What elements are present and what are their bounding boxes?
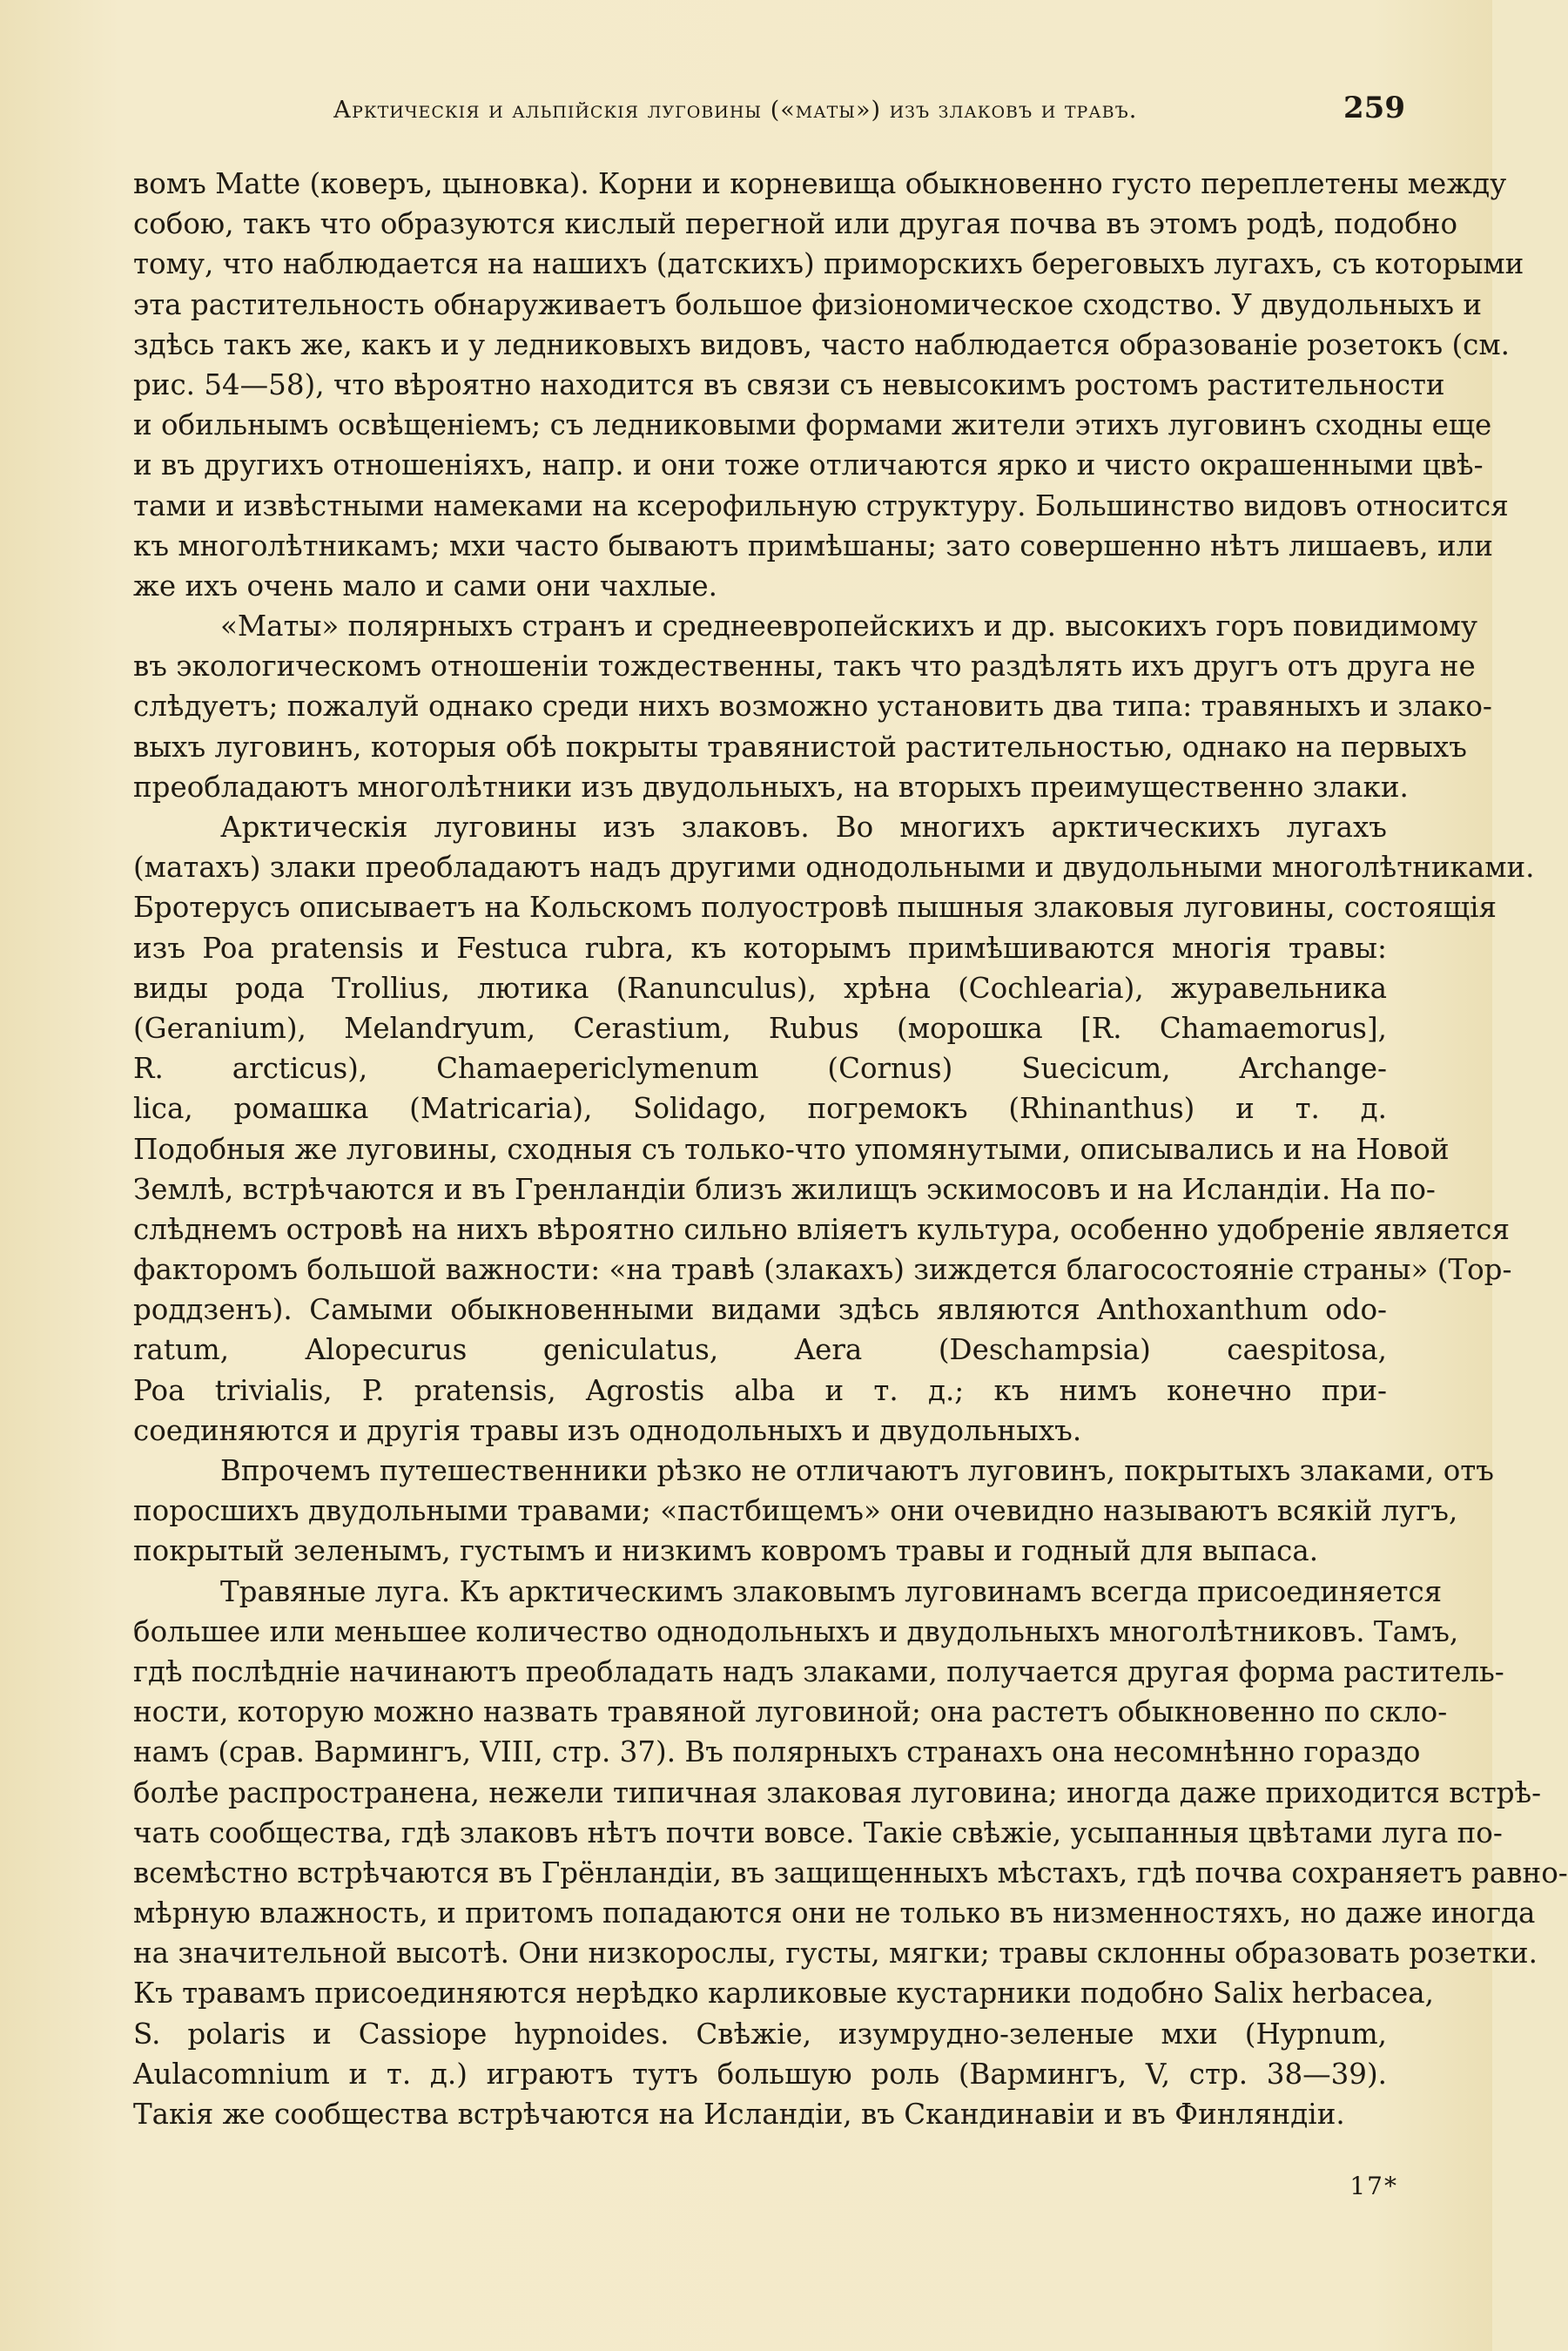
text-line: рис. 54—58), что вѣроятно находится въ связи съ невысокимъ ростомъ растительности — [133, 367, 1445, 401]
page-number: 259 — [1343, 91, 1405, 125]
text-line: (Geranium), Melandryum, Cerastium, Rubus (морошка [R. Chamaemorus], — [133, 1011, 1387, 1045]
text-line: Травяные луга. Къ арктическимъ злаковымъ луговинамъ всегда присоединяется — [220, 1574, 1443, 1608]
text-line: къ многолѣтникамъ; мхи часто бываютъ примѣшаны; зато совершенно нѣтъ лишаевъ, или — [133, 529, 1493, 562]
text-line: Подобныя же луговины, сходныя съ только-что упомянутыми, описывались и на Новой — [133, 1132, 1450, 1166]
text-line: Poa trivialis, P. pratensis, Agrostis alba и т. д.; къ нимъ конечно при- — [133, 1373, 1387, 1407]
text-line: ности, которую можно назвать травяной луговиной; она растетъ обыкновенно по скло- — [133, 1695, 1448, 1729]
text-line: и обильнымъ освѣщеніемъ; съ ледниковыми формами жители этихъ луговинъ сходны еще — [133, 408, 1492, 442]
text-line: здѣсь такъ же, какъ и у ледниковыхъ видовъ, часто наблюдается образованіе розетокъ (см. — [133, 327, 1510, 361]
signature-mark: 17* — [1349, 2172, 1398, 2200]
text-line: тому, что наблюдается на нашихъ (датскихъ) приморскихъ береговыхъ лугахъ, съ которыми — [133, 247, 1524, 281]
text-line: Впрочемъ путешественники рѣзко не отличаютъ луговинъ, покрытыхъ злаками, отъ — [220, 1454, 1494, 1487]
running-title: Арктическія и альпійскія луговины («маты») изъ злаковъ и травъ. — [333, 97, 1138, 124]
text-line: всемѣстно встрѣчаются въ Грёнландіи, въ защищенныхъ мѣстахъ, гдѣ почва сохраняетъ равно- — [133, 1856, 1568, 1890]
text-line: большее или меньшее количество однодольныхъ и двудольныхъ многолѣтниковъ. Тамъ, — [133, 1614, 1459, 1648]
text-line: роддзенъ). Самыми обыкновенными видами здѣсь являются Anthoxanthum odo- — [133, 1293, 1387, 1327]
text-line: эта растительность обнаруживаетъ большое физіономическое сходство. У двудольныхъ и — [133, 287, 1483, 321]
text-line: «Маты» полярныхъ странъ и среднеевропейскихъ и др. высокихъ горъ повидимому — [220, 610, 1478, 643]
text-line: изъ Poa pratensis и Festuca rubra, къ которымъ примѣшиваются многія травы: — [133, 931, 1387, 965]
text-line: Землѣ, встрѣчаются и въ Гренландіи близъ жилищъ эскимосовъ и на Исландіи. На по- — [133, 1172, 1436, 1206]
text-line: чать сообщества, гдѣ злаковъ нѣтъ почти вовсе. Такіе свѣжіе, усыпанныя цвѣтами луга по- — [133, 1815, 1503, 1849]
text-line: ratum, Alopecurus geniculatus, Aera (Deschampsia) caespitosa, — [133, 1333, 1387, 1367]
text-line: собою, такъ что образуются кислый перегной или другая почва въ этомъ родѣ, подобно — [133, 207, 1458, 241]
text-line: поросшихъ двудольными травами; «пастбищемъ» они очевидно называютъ всякій лугъ, — [133, 1494, 1458, 1528]
text-line: преобладаютъ многолѣтники изъ двудольныхъ, на вторыхъ преимущественно злаки. — [133, 770, 1409, 804]
text-line: же ихъ очень мало и сами они чахлые. — [133, 569, 717, 603]
text-line: мѣрную влажность, и притомъ попадаются они не только въ низменностяхъ, но даже иногда — [133, 1896, 1536, 1930]
text-line: факторомъ большой важности: «на травѣ (злакахъ) зиждется благосостояніе страны» (Тор- — [133, 1253, 1512, 1287]
text-line: тами и извѣстными намеками на ксерофильную структуру. Большинство видовъ относится — [133, 488, 1509, 522]
text-line: вомъ Matte (коверъ, цыновка). Корни и корневища обыкновенно густо переплетены между — [133, 167, 1507, 200]
text-line: S. polaris и Cassiope hypnoides. Свѣжіе, изумрудно-зеленые мхи (Hypnum, — [133, 2017, 1387, 2051]
text-line: (матахъ) злаки преобладаютъ надъ другими однодольными и двудольными многолѣтниками. — [133, 851, 1535, 885]
text-line: Aulacomnium и т. д.) играютъ тутъ большую роль (Вармингъ, V, стр. 38—39). — [133, 2057, 1387, 2091]
page-header — [135, 91, 1405, 134]
text-line: соединяются и другія травы изъ однодольныхъ и двудольныхъ. — [133, 1413, 1082, 1447]
text-line: гдѣ послѣдніе начинаютъ преобладать надъ злаками, получается другая форма раститель- — [133, 1654, 1504, 1688]
text-line: болѣе распространена, нежели типичная злаковая луговина; иногда даже приходится встрѣ- — [133, 1775, 1542, 1809]
text-line: выхъ луговинъ, которыя обѣ покрыты травянистой растительностью, однако на первыхъ — [133, 730, 1467, 764]
text-line: lica, ромашка (Matricaria), Solidago, погремокъ (Rhinanthus) и т. д. — [133, 1092, 1387, 1126]
text-line: виды рода Trollius, лютика (Ranunculus), хрѣна (Cochlearia), журавельника — [133, 971, 1387, 1005]
body-text — [133, 164, 1568, 2134]
text-line: Арктическія луговины изъ злаковъ. Во многихъ арктическихъ лугахъ — [220, 811, 1387, 844]
text-line: на значительной высотѣ. Они низкорослы, густы, мягки; травы склонны образовать розетки. — [133, 1937, 1538, 1970]
text-line: въ экологическомъ отношеніи тождественны, такъ что раздѣлять ихъ другъ отъ друга не — [133, 650, 1476, 684]
text-line: R. arcticus), Chamaepericlymenum (Cornus) Suecicum, Archange- — [133, 1052, 1387, 1086]
text-line: Такія же сообщества встрѣчаются на Исландіи, въ Скандинавіи и въ Финляндіи. — [133, 2098, 1345, 2131]
text-line: покрытый зеленымъ, густымъ и низкимъ ковромъ травы и годный для выпаса. — [133, 1534, 1319, 1568]
text-line: слѣднемъ островѣ на нихъ вѣроятно сильно вліяетъ культура, особенно удобреніе является — [133, 1212, 1511, 1246]
text-line: Бротерусъ описываетъ на Кольскомъ полуостровѣ пышныя злаковыя луговины, состоящія — [133, 891, 1497, 925]
text-line: Къ травамъ присоединяются нерѣдко карликовые кустарники подобно Salix herbacea, — [133, 1977, 1434, 2011]
text-line: и въ другихъ отношеніяхъ, напр. и они тоже отличаются ярко и чисто окрашенными цвѣ- — [133, 448, 1484, 482]
text-line: слѣдуетъ; пожалуй однако среди нихъ возможно установить два типа: травяныхъ и злако- — [133, 690, 1492, 724]
text-line: намъ (срав. Вармингъ, VIII, стр. 37). Въ полярныхъ странахъ она несомнѣнно гораздо — [133, 1735, 1421, 1769]
